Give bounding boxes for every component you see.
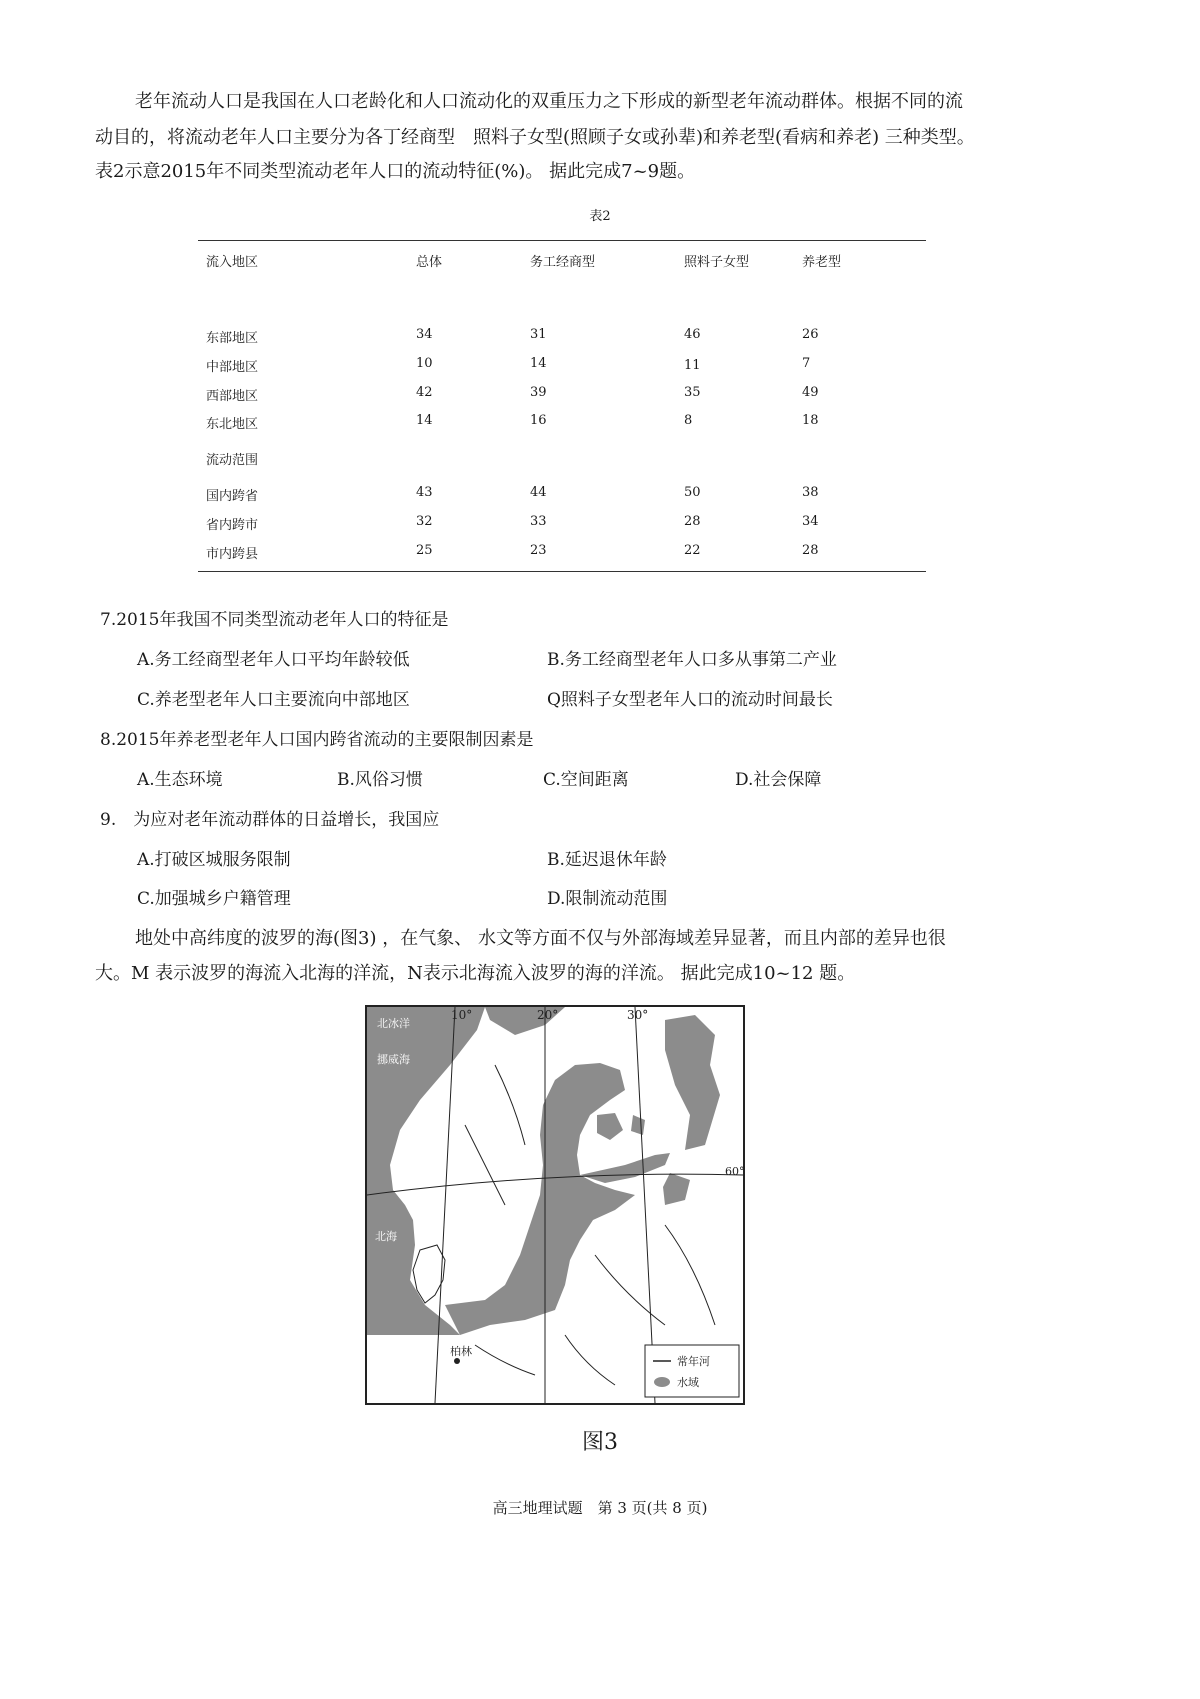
table-cell: 28 [802, 543, 819, 558]
table-cell: 25 [416, 543, 433, 558]
legend-water-label: 水域 [677, 1376, 699, 1389]
place-label-norwegian-sea: 挪威海 [377, 1053, 410, 1066]
table-header: 养老型 [802, 255, 842, 270]
intro-line-1: 老年流动人口是我国在人口老龄化和人口流动化的双重压力之下形成的新型老年流动群体。根据不同的流 [135, 91, 963, 112]
table-header: 总体 [416, 255, 443, 270]
intro2-line-2: 大。M 表示波罗的海流入北海的洋流，N表示北海流入波罗的海的洋流。 据此完成10~12 题。 [95, 963, 856, 984]
q8-option-a: A.生态环境 [137, 770, 223, 790]
row-label: 市内跨县 [206, 547, 259, 562]
table-cell: 26 [802, 327, 819, 342]
table-cell: 35 [684, 385, 701, 400]
row-label: 中部地区 [206, 360, 259, 375]
table-cell: 23 [530, 543, 547, 558]
table-cell: 28 [684, 514, 701, 529]
table-cell: 34 [802, 514, 819, 529]
table-cell: 22 [684, 543, 701, 558]
table-cell: 43 [416, 485, 433, 500]
q9-option-d: D.限制流动范围 [547, 889, 668, 909]
table-cell: 14 [416, 413, 433, 428]
q8-option-d: D.社会保障 [735, 770, 822, 790]
table-cell: 14 [530, 356, 547, 371]
row-label: 省内跨市 [206, 518, 259, 533]
data-table [198, 240, 926, 572]
legend-river-label: 常年河 [677, 1355, 710, 1368]
map-legend [645, 1345, 739, 1397]
lon-label: 30° [627, 1008, 649, 1022]
table-cell: 44 [530, 485, 547, 500]
table-cell: 11 [684, 358, 701, 373]
table-cell: 18 [802, 413, 819, 428]
table-header: 流入地区 [206, 255, 259, 270]
q7-option-a: A.务工经商型老年人口平均年龄较低 [137, 650, 410, 670]
q7-option-d: Q照料子女型老年人口的流动时间最长 [547, 690, 833, 710]
table-cell: 39 [530, 385, 547, 400]
place-label-berlin: 柏林 [450, 1345, 472, 1358]
q9-option-a: A.打破区城服务限制 [137, 850, 291, 870]
q7-option-b: B.务工经商型老年人口多从事第二产业 [547, 650, 837, 670]
table-cell: 8 [684, 413, 693, 428]
row-label: 东部地区 [206, 331, 259, 346]
table-header: 务工经商型 [530, 255, 596, 270]
q7-option-c: C.养老型老年人口主要流向中部地区 [137, 690, 410, 710]
page-footer: 高三地理试题 第 3 页(共 8 页) [492, 1499, 708, 1517]
table-cell: 34 [416, 327, 433, 342]
row-label: 东北地区 [206, 417, 259, 432]
legend-water-swatch [654, 1377, 670, 1387]
section-label: 流动范围 [206, 453, 259, 468]
q8-option-b: B.风俗习惯 [337, 770, 423, 790]
question-9-stem: 9. 为应对老年流动群体的日益增长，我国应 [100, 810, 440, 830]
intro-line-3: 表2示意2015年不同类型流动老年人口的流动特征(%)。 据此完成7~9题。 [95, 161, 696, 182]
table-cell: 42 [416, 385, 433, 400]
place-label-arctic: 北冰洋 [377, 1017, 410, 1030]
table-title: 表2 [589, 209, 611, 224]
baltic-sea-map [365, 1005, 745, 1405]
q8-option-c: C.空间距离 [543, 770, 629, 790]
intro2-line-1: 地处中高纬度的波罗的海(图3) ，在气象、 水文等方面不仅与外部海域差异显著，而且内部的差异也很 [135, 928, 946, 949]
place-label-north-sea: 北海 [375, 1230, 397, 1243]
table-cell: 31 [530, 327, 547, 342]
table-cell: 32 [416, 514, 433, 529]
row-label: 西部地区 [206, 389, 259, 404]
lon-label: 20° [537, 1008, 559, 1022]
table-cell: 10 [416, 356, 433, 371]
table-cell: 50 [684, 485, 701, 500]
q9-option-b: B.延迟退休年龄 [547, 850, 667, 870]
question-8-stem: 8.2015年养老型老年人口国内跨省流动的主要限制因素是 [100, 730, 534, 750]
q9-option-c: C.加强城乡户籍管理 [137, 889, 291, 909]
table-cell: 16 [530, 413, 547, 428]
question-7-stem: 7.2015年我国不同类型流动老年人口的特征是 [100, 610, 449, 630]
table-cell: 49 [802, 385, 819, 400]
table-cell: 33 [530, 514, 547, 529]
lon-label: 10° [451, 1008, 473, 1022]
figure-caption: 图3 [582, 1430, 618, 1455]
row-label: 国内跨省 [206, 489, 259, 504]
lat-label: 60° [725, 1165, 745, 1178]
intro-line-2: 动目的，将流动老年人口主要分为各丁经商型 照料子女型(照顾子女或孙辈)和养老型(看病和养老) 三种类型。 [95, 127, 975, 148]
table-cell: 46 [684, 327, 701, 342]
table-cell: 7 [802, 356, 811, 371]
table-cell: 38 [802, 485, 819, 500]
table-header: 照料子女型 [684, 255, 750, 270]
